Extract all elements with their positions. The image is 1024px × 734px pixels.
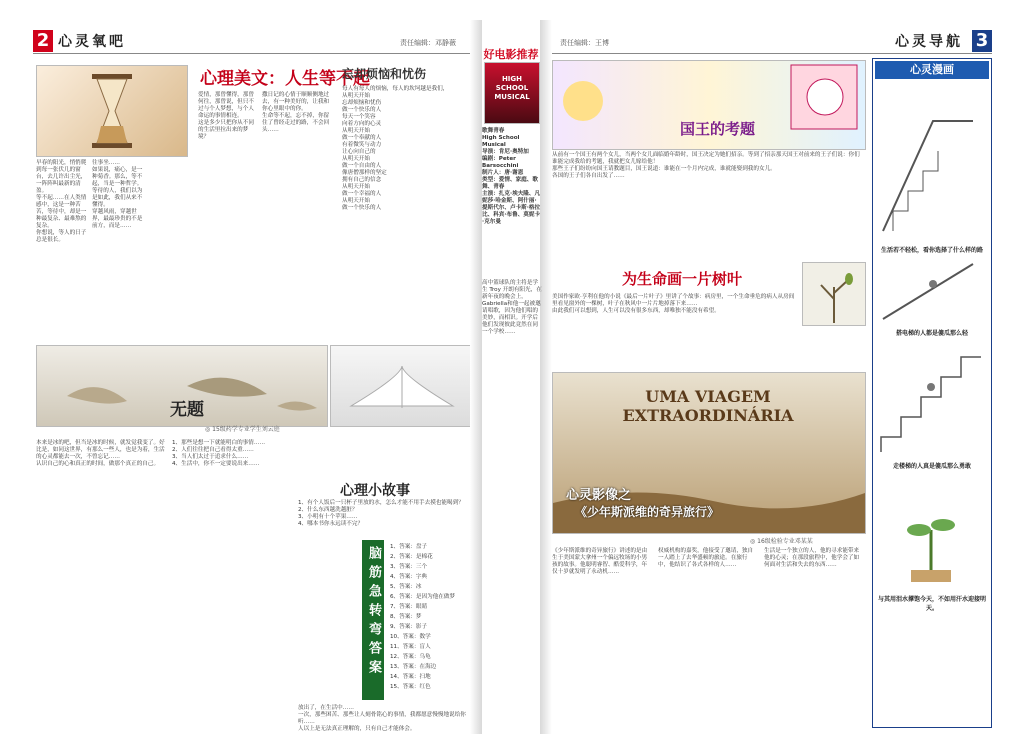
escalator-icon (873, 254, 989, 324)
book-review-body-1: 《少年斯派维的奇异旅行》讲述的是由生于美国蒙大拿州一个偏远牧场的小男孩的故事。他聪明睿智、酷爱科学，年仅十岁就发明了永动机…… (552, 548, 648, 575)
quiz-answer: 11、答案：盲人 (390, 644, 431, 650)
poem-title: 忘却烦恼和忧伤 (342, 67, 427, 81)
movie-body: 高中篮球队的主将是学生 Troy 开朗有阳光，在新年夜的晚会上，Gabriella和他一起被邀请唱歌，因为他们唱的美妙，而相识。开学后他们发现彼此竟然在同一个学校…… (482, 280, 542, 335)
main-article-title: 心理美文：人生等不起 (200, 69, 370, 89)
center-fold-shadow (470, 20, 482, 734)
untitled-title: 无题 (170, 400, 204, 420)
article-column-4: 撒日记的心情于顺顺侧地过去，有一种美好的，让我和你心里眼中的你。 生命等不起，忘不掉，你留住了曾经走过的路，不会回头…… (262, 92, 330, 133)
quiz-answer: 13、答案：在海边 (390, 664, 437, 670)
right-header-rule (552, 53, 992, 54)
book-cover-text: UMA VIAGEM EXTRAORDINÁRIA (622, 387, 794, 425)
comic-caption: 生活若不轻松，看你选择了什么样的路 (880, 247, 983, 254)
movie-info: 歌舞青春 High School Musical 导演：肯尼·奥特加 编剧：Peter Barsocchini 制片人：唐·谢恩 类型：爱情、家庭、歌舞、青春 主演：扎克·埃夫隆、凡妮莎·哈金斯、阿什丽·提斯代尔、卢卡斯·格拉比、科宾·布鲁、莫妮卡·克尔曼 (482, 128, 541, 225)
quiz-answer: 2、答案：是棉花 (390, 554, 433, 560)
comic-title: 心灵漫画 (875, 61, 989, 79)
quiz-header-box (362, 540, 384, 700)
quiz-answer: 14、答案：扫地 (390, 674, 431, 680)
book-review-body-3: 生活是一个独立的人，他的寻求能带来他的心灵；在那段旅程中，他学会了如何面对生活和失去的东西…… (764, 548, 860, 568)
comic-panel (872, 58, 992, 728)
book-review-title: 心灵影像之 (566, 488, 632, 503)
untitled-body-2: 1、那些是想一下就能明白的事情…… 2、人们往往把自己看得太重…… 3、当人们太过于追求什么…… 4、生活中，你不一定要说出来…… (172, 440, 266, 467)
tree-image (802, 262, 866, 326)
right-section-title: 心灵导航 (895, 34, 963, 50)
movie-section-header: 好电影推荐 (483, 48, 539, 61)
story-body: 1、有个人饭后一只杯子里放的水，怎么才能不用手去摸也能喝到？ 2、什么东西越洗越脏？ 3、小明有十个苹果…… 4、哪本书你永远读不完？ (298, 500, 464, 527)
quiz-answer: 4、答案：字典 (390, 574, 428, 580)
story-title: 心理小故事 (340, 483, 410, 499)
quiz-answer: 5、答案：冰 (390, 584, 422, 590)
hourglass-icon (37, 66, 187, 156)
quiz-answer: 12、答案：乌龟 (390, 654, 431, 660)
quiz-title: 脑筋急转弯答案 (366, 546, 381, 679)
left-section-title: 心灵氧吧 (58, 34, 126, 50)
untitled-body-1: 本来是冰的吧，但当是冰的时候，就发觉我变了。好比是，如同这世界，有那么一些人，也是为着，生活的心灵都能去一次，不曾忘记…… 认识自己的心和真正的时间，做那个真正的自己。 (36, 440, 165, 467)
quiz-answer: 10、答案：数学 (390, 634, 431, 640)
comic-caption: 与其用泪水撑饱今天，不如用汗水迎接明天。 (877, 596, 986, 612)
king-title: 国王的考题 (680, 120, 756, 138)
comic-caption: 搭电梯的人都是傻瓜那么轻 (895, 330, 968, 337)
tree-title: 为生命画一片树叶 (622, 270, 743, 288)
movie-poster (484, 62, 540, 124)
page-number-right: 3 (972, 30, 992, 52)
comic-caption: 走楼梯的人真是傻瓜那么勇敢 (892, 463, 971, 470)
quiz-answer: 15、答案：红色 (390, 684, 431, 690)
book-review-subtitle: 《少年斯派维的奇异旅行》 (575, 505, 720, 519)
quiz-answer: 9、答案：影子 (390, 624, 428, 630)
untitled-body-3: 放出了，在生活中…… 一次，那些困苦、那些让人刻骨铭心的事情，我都愿意慢慢地说给你听…… 人以上是无法真正理解的，只有自己才能体会。 (298, 705, 466, 732)
quiz-answer: 6、答案：是因为他在做梦 (390, 594, 456, 600)
right-editor: 责任编辑：王博 (560, 39, 609, 47)
quiz-answer: 7、答案：眼睛 (390, 604, 428, 610)
hourglass-image (36, 65, 188, 157)
tree-body: 美国作家欧·亨利在他的小说《最后一片叶子》里讲了个故事：病房里，一个生命垂危的病人从房间里看见窗外的一棵树，叶子在秋风中一片片地掉落下来…… 由此我们可以想到，人生可以没有很多东西，却唯独不能没有希望。 (552, 294, 795, 314)
poem-body: 每人有每人的烦恼，每人的坎坷越是我们， 从明天开始 忘却烦恼和忧伤 做一个快乐的人 每天一个笑容 向着方向的心灵 从明天开始 做一个奉献的人 有着微笑与动力 让心向自己的 从明天开始 做一个自由的人 像唐僧那样的坚定 拥有自己的信念 从明天开始 做一个幸福的人 从明天开始 做一个快乐的人 (342, 86, 449, 211)
escalator-stairs-icon (873, 81, 989, 241)
book-review-credit: ◎ 16级检验专业邓某某 (750, 538, 813, 545)
untitled-credit: ◎ 15级药学专业学生刘云庭 (205, 426, 280, 433)
quiz-answer-list (390, 542, 470, 700)
quiz-answer: 3、答案：三个 (390, 564, 428, 570)
page-number-left: 2 (33, 30, 53, 52)
book-image (330, 345, 474, 427)
movie-poster-title: HIGH SCHOOL MUSICAL (494, 75, 530, 101)
plant-icon (873, 470, 989, 590)
book-review-body-2: 权威机构的嘉奖，他接受了邀请，独自一人踏上了去华盛顿的旅途。在旅行中，他结识了各式各样的人…… (658, 548, 754, 568)
left-editor: 责任编辑：邓静薇 (400, 39, 456, 47)
stairs-icon (873, 337, 989, 457)
left-header-rule (33, 53, 473, 54)
article-column-2: 往事坐…… 如果说，痛心，是一种菊香。那么，等不起，当是一种哲学。等待的人，我们以为是如此，我们从来不懂得。 穿越风雨，穿越世界，最最珍贵的不是前方，而是…… (92, 160, 143, 229)
king-body: 从前有一个国王有两个女儿，当两个女儿面临婚年龄时，国王决定为她们招亲。等到了招亲那天国王对前来的王子们说：你们谁能完成我给的考题，我就把女儿嫁给他！ 那些王子们纷纷向国王请教题目，国王说道：谁能在一个月内完成，谁就能娶到我的女儿。 各国的王子们各自出发了…… (552, 152, 860, 179)
quiz-answer: 1、答案：盘子 (390, 544, 428, 550)
quiz-answer: 8、答案：梦 (390, 614, 422, 620)
article-column-3: 爱情，那曾懂得，那曾何往，那曾说，但只不过与个人梦想，与个人命运的事情相连。 这是多少只把你从不同的生活里拉出来的梦境？ (198, 92, 254, 140)
article-column-1: 早春的阳光，悄悄爬到每一张伏几的窗台，去几许出尘光，一阵阵叫最新的清盈。 等不起……在人类情感中，这是一种苦苦，等待中，却是一种最复杂、最难熬的复杂。 你想说，等人的日子总是很长。 (36, 160, 87, 243)
